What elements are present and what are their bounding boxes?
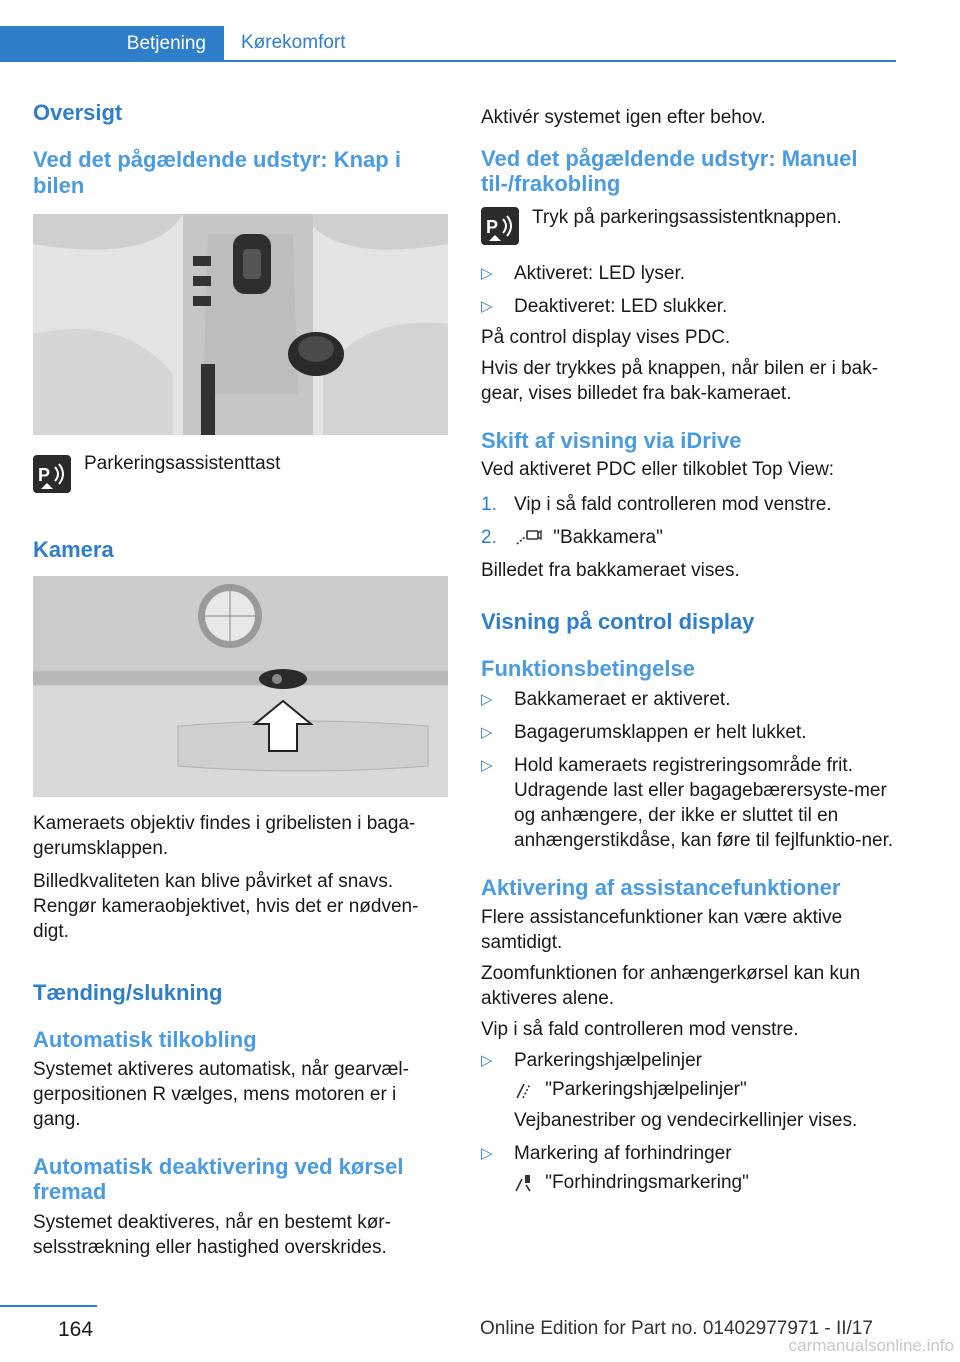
header-rule [0,60,896,62]
caption-row [33,452,448,493]
triangle-bullet-icon: ▷ [481,757,493,775]
rear-camera-icon [514,528,542,548]
list-item: ▷ Markering af forhindringer "Forhindringsmarkering" [481,1142,749,1193]
svg-text:P: P [38,464,51,485]
triangle-bullet-icon: ▷ [481,691,493,709]
camera-image [33,576,448,797]
triangle-bullet-icon: ▷ [481,264,493,282]
svg-text:P: P [486,216,499,237]
page-number: 164 [58,1318,94,1341]
led-status-list [481,261,896,319]
edition-note: Online Edition for Part no. 01402977971 - II/17 [480,1318,873,1339]
right-column [481,100,896,1195]
tab-betjening[interactable]: Betjening [0,26,224,62]
caption-parkeringsassistenttast: Parkeringsassistenttast [84,452,281,474]
p-zoomfunktion: Zoomfunktionen for anhængerkørsel kan kun aktiveres alene. [481,962,861,1009]
heading-automatisk-deaktivering: Automatisk deaktivering ved kørsel fremad [33,1153,404,1205]
heading-manuel-tilkobling: Ved det pågældende udstyr: Manuel til-/frakobling [481,146,858,197]
parking-assistant-icon [33,455,71,493]
tab-koerekomfort[interactable]: Kørekomfort [241,32,346,53]
list-item: 2. "Bakkamera" [481,526,663,548]
list-item: 1. Vip i så fald controlleren mod venstre. [481,493,832,515]
list-item: ▷ Bagagerumsklappen er helt lukket. [481,722,807,744]
camera-illustration [33,576,448,797]
list-item: ▷ Aktiveret: LED lyser. [481,262,686,284]
tryk-row [481,207,896,245]
p-control-display-pdc: På control display vises PDC. [481,326,731,348]
page-header [0,26,896,62]
heading-funktionsbetingelse: Funktionsbetingelse [481,656,695,682]
watermark: carmanualsonline.info [788,1336,954,1355]
parking-guide-lines-icon [514,1080,534,1100]
p-aktiver-igen: Aktivér systemet igen efter behov. [481,107,766,128]
left-column [33,100,448,1260]
heading-aktivering-assistance: Aktivering af assistancefunktioner [481,875,841,901]
list-item: ▷ Hold kameraets registreringsområde frit. Udragende last eller bagagebærersyste‐mer og anhængere, der ikke er sluttet til en anhængerstikdåse, kan føre til fejlfunktio‐ner. [481,755,894,852]
p-vip: Vip i så fald controlleren mod venstre. [481,1018,799,1040]
heading-knap-i-bilen: Ved det pågældende udstyr: Knap i bilen [33,147,401,198]
p-bakgear: Hvis der trykkes på knappen, når bilen er i bak‐gear, vises billedet fra bak-kameraet. [481,357,879,404]
console-illustration [33,214,448,435]
p-flere-funktioner: Flere assistancefunktioner kan være aktive samtidigt. [481,906,843,953]
p-billedkvalitet: Billedkvaliteten kan blive påvirket af snavs. Rengør kameraobjektivet, hvis det er nødven‐digt. [33,871,419,943]
list-item: ▷ Parkeringshjælpelinjer "Parkeringshjælpelinjer" Vejbanestriber og vendecirkellinjer vises. [481,1049,858,1131]
p-tryk-knap: Tryk på parkeringsassistentknappen. [532,206,842,228]
triangle-bullet-icon: ▷ [481,724,493,742]
parking-assistant-button-icon [481,207,519,245]
heading-oversigt: Oversigt [33,100,123,125]
assistance-list [481,1048,896,1195]
triangle-bullet-icon: ▷ [481,297,493,315]
footer-rule [0,1305,97,1307]
heading-taending: Tænding/slukning [33,980,223,1006]
p-automatisk-deaktivering: Systemet deaktiveres, når en bestemt kør‐selsstrækning eller hastighed overskrides. [33,1212,391,1259]
triangle-bullet-icon: ▷ [481,1144,493,1162]
p-automatisk-tilkobling: Systemet aktiveres automatisk, når gearvæl‐gerpositionen R vælges, mens motoren er i gang. [33,1058,409,1130]
heading-visning-control-display: Visning på control display [481,608,755,634]
idrive-steps [481,492,896,550]
p-billedet-vises: Billedet fra bakkameraet vises. [481,559,740,581]
heading-kamera: Kamera [33,536,114,562]
funktion-list [481,687,896,853]
triangle-bullet-icon: ▷ [481,1051,493,1069]
p-kamera-objektiv: Kameraets objektiv findes i gribelisten i baga‐gerumsklappen. [33,813,416,860]
heading-skift-visning: Skift af visning via iDrive [481,427,742,453]
obstacle-marking-icon [514,1173,534,1193]
heading-automatisk-tilkobling: Automatisk tilkobling [33,1027,257,1053]
p-ved-aktiveret: Ved aktiveret PDC eller tilkoblet Top View: [481,458,835,480]
list-item: ▷ Deaktiveret: LED slukker. [481,295,728,317]
console-image [33,214,448,435]
list-item: ▷ Bakkameraet er aktiveret. [481,689,731,711]
